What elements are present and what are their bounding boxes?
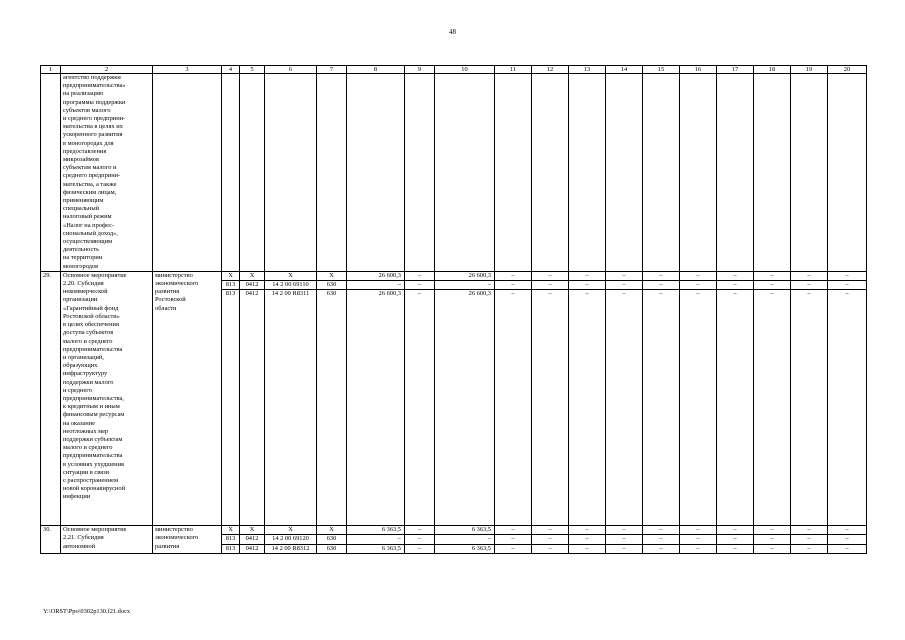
table-row-continuation — [41, 74, 867, 272]
cell-dash: – — [643, 535, 680, 544]
cell-dash: – — [828, 535, 867, 544]
cell-c7: Х — [317, 526, 347, 535]
cell-dash: – — [791, 526, 828, 535]
executor-cell — [153, 526, 222, 554]
cell-c5: 0412 — [240, 281, 265, 290]
cell-dash: – — [569, 544, 606, 553]
budget-table — [40, 65, 867, 554]
cell-dash: – — [791, 281, 828, 290]
text-line: на оказание — [63, 419, 95, 427]
text-line: «Гарантийный фонд — [63, 304, 119, 312]
text-line: физическим лицам, — [63, 188, 117, 196]
text-line: малого и среднего — [63, 444, 113, 452]
text-line: предпринимательства, — [63, 394, 124, 402]
text-line: микрозаймов — [63, 156, 99, 164]
cell-dash: – — [680, 271, 717, 280]
cell-c9: – — [405, 526, 435, 535]
cell-dash: – — [717, 271, 754, 280]
text-line: субъектам малого и — [63, 164, 117, 172]
cell-c6: 14 2 00 69110 — [265, 281, 317, 290]
text-line: новой коронавирусной — [63, 485, 126, 493]
column-number: 4 — [222, 66, 240, 74]
column-number: 2 — [61, 66, 153, 74]
cell-c10: 26 600,3 — [435, 271, 495, 280]
cell-dash: – — [680, 281, 717, 290]
cell-c9: – — [405, 290, 435, 526]
cell-dash: – — [606, 290, 643, 526]
text-line: предпринимательства — [63, 345, 123, 353]
cell-c8: – — [347, 535, 405, 544]
text-line: инфекции — [63, 493, 91, 501]
cell-dash: – — [643, 281, 680, 290]
cell-dash: – — [717, 290, 754, 526]
cell-c10: 6 363,5 — [435, 526, 495, 535]
cell-dash: – — [828, 544, 867, 553]
cell-dash: – — [569, 290, 606, 526]
text-line: в условиях ухудшения — [63, 460, 124, 468]
cell-c6: 14 2 00 R8312 — [265, 544, 317, 553]
cell-c7: 630 — [317, 544, 347, 553]
column-number: 14 — [606, 66, 643, 74]
cell-c5: 0412 — [240, 535, 265, 544]
column-number-row — [41, 66, 867, 74]
text-line: и среднего — [63, 386, 92, 394]
column-number: 16 — [680, 66, 717, 74]
text-line: на реализацию — [63, 90, 104, 98]
cell-dash: – — [754, 271, 791, 280]
cell-dash: – — [495, 544, 532, 553]
table-row-30 — [41, 526, 867, 554]
text-line: Основное мероприятие — [63, 526, 127, 534]
cell-c5: Х — [240, 271, 265, 280]
row-number: 30. — [41, 526, 61, 554]
cell-dash: – — [754, 526, 791, 535]
cell-dash: – — [717, 544, 754, 553]
cell-c8: 26 600,3 — [347, 271, 405, 280]
text-line: министерство — [155, 271, 193, 279]
measure-name-cell — [61, 526, 153, 554]
cell-c4: 813 — [222, 290, 240, 526]
text-line: поддержки субъектам — [63, 435, 123, 443]
column-number: 1 — [41, 66, 61, 74]
column-number: 12 — [532, 66, 569, 74]
table-row-29 — [41, 271, 867, 525]
cell-dash: – — [606, 526, 643, 535]
text-line: малого и среднего — [63, 337, 113, 345]
cell-dash: – — [680, 290, 717, 526]
cell-dash: – — [495, 281, 532, 290]
cell-dash: – — [532, 271, 569, 280]
text-line: моногородов — [63, 262, 99, 270]
cell-c9: – — [405, 544, 435, 553]
text-line: Ростовской области» — [63, 312, 120, 320]
cell-dash: – — [643, 290, 680, 526]
cell-dash: – — [828, 281, 867, 290]
cell-dash: – — [569, 526, 606, 535]
cell-dash: – — [569, 535, 606, 544]
column-number: 8 — [347, 66, 405, 74]
column-number: 9 — [405, 66, 435, 74]
text-line: финансовым ресурсам — [63, 411, 125, 419]
cell-c5: 0412 — [240, 544, 265, 553]
text-line: автономной — [63, 542, 96, 550]
cell-c10: – — [435, 535, 495, 544]
cell-c8: 6 363,5 — [347, 544, 405, 553]
cell-dash: – — [791, 544, 828, 553]
text-line: «Налог на профес- — [63, 221, 115, 229]
text-line: экономического — [155, 534, 199, 542]
column-number: 20 — [828, 66, 867, 74]
column-number: 15 — [643, 66, 680, 74]
text-line: предпринимательства — [63, 452, 123, 460]
cell-dash: – — [495, 535, 532, 544]
text-line: 2.20. Субсидия — [63, 280, 104, 288]
text-line: применяющим — [63, 197, 104, 205]
row-number: 29. — [41, 271, 61, 525]
cell-c4: 813 — [222, 535, 240, 544]
cell-dash: – — [569, 271, 606, 280]
text-line: мательства, а также — [63, 180, 117, 188]
cell-dash: – — [643, 526, 680, 535]
text-line: ускоренного развития — [63, 131, 123, 139]
cell-dash: – — [495, 526, 532, 535]
column-number: 17 — [717, 66, 754, 74]
sub-row — [41, 271, 867, 280]
cell-c5: Х — [240, 526, 265, 535]
text-line: предпринимательства» — [63, 82, 126, 90]
cell-dash: – — [754, 544, 791, 553]
cell-dash: – — [754, 281, 791, 290]
cell-dash: – — [643, 271, 680, 280]
cell-dash: – — [495, 271, 532, 280]
sub-row — [41, 526, 867, 535]
text-line: с распространением — [63, 476, 118, 484]
cell-c10: 26 600,3 — [435, 290, 495, 526]
text-line: доступа субъектов — [63, 329, 114, 337]
text-line: 2.21. Субсидия — [63, 534, 104, 542]
text-line: некоммерческой — [63, 288, 108, 296]
text-line: сиональный доход», — [63, 229, 118, 237]
cell-c10: – — [435, 281, 495, 290]
text-line: деятельность — [63, 246, 100, 254]
text-line: налоговый режим — [63, 213, 112, 221]
cell-dash: – — [717, 535, 754, 544]
continuation-text-cell — [61, 74, 153, 272]
cell-c4: Х — [222, 526, 240, 535]
column-number: 3 — [153, 66, 222, 74]
cell-dash: – — [754, 535, 791, 544]
text-line: поддержки малого — [63, 378, 114, 386]
text-line: ситуации в связи — [63, 468, 110, 476]
text-line: Ростовской — [155, 296, 186, 304]
file-path-footer: Y:\ORST\Ppo\0302p130.f21.docx — [43, 608, 131, 615]
cell-dash: – — [828, 271, 867, 280]
text-line: организации — [63, 296, 98, 304]
text-line: агентство поддержки — [63, 74, 121, 81]
cell-c8: – — [347, 281, 405, 290]
column-number: 13 — [569, 66, 606, 74]
cell-c6: 14 2 00 R8311 — [265, 290, 317, 526]
cell-dash: – — [791, 535, 828, 544]
cell-dash: – — [606, 544, 643, 553]
measure-name-cell — [61, 271, 153, 525]
column-number: 6 — [265, 66, 317, 74]
cell-dash: – — [532, 526, 569, 535]
column-number: 10 — [435, 66, 495, 74]
text-line: неотложных мер — [63, 427, 109, 435]
cell-c9: – — [405, 281, 435, 290]
cell-dash: – — [643, 544, 680, 553]
page-number: 48 — [449, 28, 456, 36]
cell-c10: 6 363,5 — [435, 544, 495, 553]
cell-c5: 0412 — [240, 290, 265, 526]
text-line: специальный — [63, 205, 100, 213]
executor-cell — [153, 271, 222, 525]
cell-c4: 813 — [222, 544, 240, 553]
column-number: 18 — [754, 66, 791, 74]
column-number: 5 — [240, 66, 265, 74]
cell-dash: – — [680, 526, 717, 535]
cell-dash: – — [495, 290, 532, 526]
cell-dash: – — [791, 290, 828, 526]
text-line: на территории — [63, 254, 103, 262]
cell-dash: – — [717, 281, 754, 290]
text-line: инфраструктуру — [63, 370, 108, 378]
cell-c4: Х — [222, 271, 240, 280]
cell-c7: 630 — [317, 535, 347, 544]
cell-dash: – — [606, 535, 643, 544]
cell-c6: Х — [265, 526, 317, 535]
cell-c7: 630 — [317, 290, 347, 526]
text-line: осуществляющим — [63, 238, 113, 246]
cell-c4: 813 — [222, 281, 240, 290]
text-line: в целях обеспечения — [63, 321, 119, 329]
cell-dash: – — [532, 535, 569, 544]
cell-dash: – — [717, 526, 754, 535]
text-line: программы поддержки — [63, 98, 126, 106]
text-line: среднего предприни- — [63, 172, 121, 180]
cell-dash: – — [606, 271, 643, 280]
cell-dash: – — [532, 290, 569, 526]
text-line: и среднего предприни- — [63, 115, 126, 123]
column-number: 11 — [495, 66, 532, 74]
text-line: субъектов малого — [63, 106, 111, 114]
cell-dash: – — [754, 290, 791, 526]
cell-c6: 14 2 00 69120 — [265, 535, 317, 544]
cell-dash: – — [680, 544, 717, 553]
text-line: экономического — [155, 280, 199, 288]
text-line: в моногородах для — [63, 139, 114, 147]
cell-dash: – — [828, 290, 867, 526]
cell-c7: Х — [317, 271, 347, 280]
text-line: образующих — [63, 362, 98, 370]
text-line: мательства в целях их — [63, 123, 123, 131]
text-line: развития — [155, 542, 180, 550]
cell-c9: – — [405, 271, 435, 280]
cell-dash: – — [532, 281, 569, 290]
text-line: и организаций, — [63, 353, 104, 361]
text-line: предоставления — [63, 147, 107, 155]
cell-dash: – — [532, 544, 569, 553]
cell-c7: 630 — [317, 281, 347, 290]
cell-c8: 26 600,3 — [347, 290, 405, 526]
text-line: к кредитным и иным — [63, 403, 120, 411]
cell-c9: – — [405, 535, 435, 544]
cell-c6: Х — [265, 271, 317, 280]
text-line: развития — [155, 288, 180, 296]
cell-c8: 6 363,5 — [347, 526, 405, 535]
cell-dash: – — [606, 281, 643, 290]
column-number: 19 — [791, 66, 828, 74]
cell-dash: – — [791, 271, 828, 280]
cell-dash: – — [828, 526, 867, 535]
text-line: министерство — [155, 526, 193, 534]
cell-dash: – — [569, 281, 606, 290]
text-line: Основное мероприятие — [63, 271, 127, 279]
column-number: 7 — [317, 66, 347, 74]
text-line: области — [155, 304, 177, 312]
cell-dash: – — [680, 535, 717, 544]
